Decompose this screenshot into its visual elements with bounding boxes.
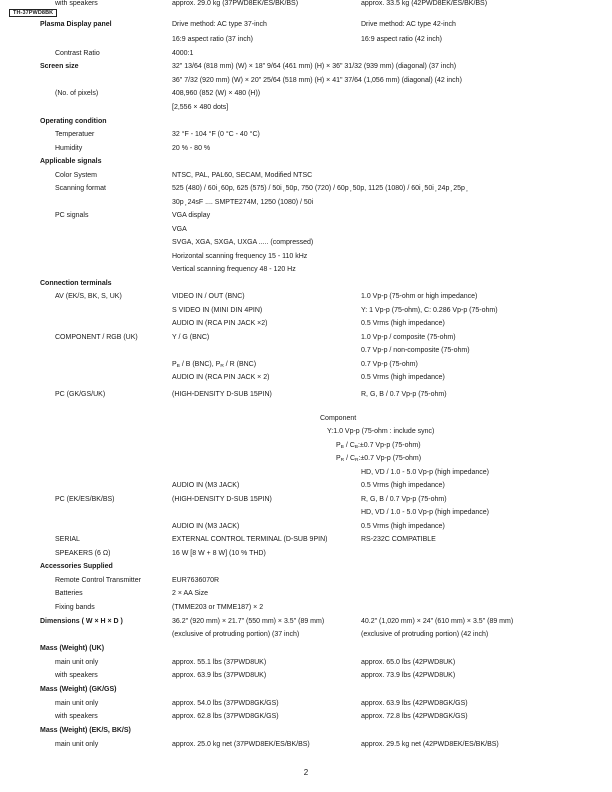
spec-value-42: (exclusive of protruding portion) (42 inch) <box>361 631 489 638</box>
spec-value-42: 1.0 Vp-p (75-ohm or high impedance) <box>361 293 478 300</box>
spec-value-component: $P_B$ / $C_B:\pm 0.7$ Vp-p (75-ohm) <box>336 442 421 450</box>
section-heading: Mass (Weight) (EK/S, BK/S) <box>40 727 131 734</box>
spec-value: VIDEO IN / OUT (BNC) <box>172 293 245 300</box>
spec-value: Drive method: AC type 37-inch <box>172 21 267 28</box>
spec-value: approx. 25.0 kg net (37PWD8EK/ES/BK/BS) <box>172 741 310 748</box>
spec-row <box>0 293 612 303</box>
spec-value: EXTERNAL CONTROL TERMINAL (D-SUB 9PIN) <box>172 536 328 543</box>
spec-label: AV (EK/S, BK, S, UK) <box>55 293 122 300</box>
spec-value-42: R, G, B / 0.7 Vp-p (75-ohm) <box>361 496 447 503</box>
spec-row <box>0 523 612 533</box>
spec-row <box>0 77 612 87</box>
model-tag: TH-37PWD8BK <box>9 9 57 17</box>
spec-label: main unit only <box>55 659 99 666</box>
spec-value-component: $P_R$ / $C_R:\pm 0.7$ Vp-p (75-ohm) <box>336 455 422 463</box>
spec-label: Color System <box>55 172 98 179</box>
spec-row <box>0 428 612 438</box>
spec-row <box>0 50 612 60</box>
spec-row <box>0 618 612 628</box>
spec-row <box>0 482 612 492</box>
section-heading: Applicable signals <box>40 158 102 165</box>
spec-value: (TMME203 or TMME187) × 2 <box>172 604 264 611</box>
spec-row <box>0 90 612 100</box>
spec-row <box>0 727 612 737</box>
spec-row <box>0 21 612 31</box>
spec-value-42: approx. 29.5 kg net (42PWD8EK/ES/BK/BS) <box>361 741 499 748</box>
spec-value-42: 0.5 Vrms (high impedance) <box>361 374 445 381</box>
spec-row <box>0 713 612 723</box>
spec-row <box>0 700 612 710</box>
spec-label: SERIAL <box>55 536 80 543</box>
spec-row <box>0 104 612 114</box>
spec-value-42: 0.7 Vp-p (75-ohm) <box>361 361 418 368</box>
spec-value: 4000:1 <box>172 50 194 57</box>
spec-row <box>0 374 612 384</box>
spec-row <box>0 320 612 330</box>
spec-label: Remote Control Transmitter <box>55 577 141 584</box>
spec-value: approx. 29.0 kg (37PWD8EK/ES/BK/BS) <box>172 0 299 7</box>
spec-value-42: HD, VD / 1.0 - 5.0 Vp-p (high impedance) <box>361 509 490 516</box>
spec-row <box>0 145 612 155</box>
spec-label: main unit only <box>55 700 99 707</box>
spec-label: Scanning format <box>55 185 106 192</box>
spec-row <box>0 158 612 168</box>
spec-row <box>0 307 612 317</box>
spec-value: 16:9 aspect ratio (37 inch) <box>172 36 253 43</box>
spec-value-42: 16:9 aspect ratio (42 inch) <box>361 36 442 43</box>
spec-row <box>0 550 612 560</box>
spec-value: 16 W [8 W + 8 W] (10 % THD) <box>172 550 266 557</box>
spec-row <box>0 455 612 465</box>
spec-label: PC (GK/GS/UK) <box>55 391 106 398</box>
spec-value-component: Y:1.0 Vp-p (75-ohm : include sync) <box>327 428 435 435</box>
spec-value: AUDIO IN (M3 JACK) <box>172 523 240 530</box>
spec-row <box>0 63 612 73</box>
spec-value-42: R, G, B / 0.7 Vp-p (75-ohm) <box>361 391 447 398</box>
spec-value: (HIGH-DENSITY D-SUB 15PIN) <box>172 391 272 398</box>
spec-label: PC (EK/ES/BK/BS) <box>55 496 115 503</box>
spec-value: 32 °F - 104 °F (0 °C - 40 °C) <box>172 131 260 138</box>
spec-value: [2,556 × 480 dots] <box>172 104 229 111</box>
spec-label: main unit only <box>55 741 99 748</box>
spec-value: approx. 54.0 lbs (37PWD8GK/GS) <box>172 700 279 707</box>
section-heading: Accessories Supplied <box>40 563 113 570</box>
spec-value-42: approx. 63.9 lbs (42PWD8GK/GS) <box>361 700 468 707</box>
spec-value-42: 0.5 Vrms (high impedance) <box>361 523 445 530</box>
spec-value-42: HD, VD / 1.0 - 5.0 Vp-p (high impedance) <box>361 469 490 476</box>
spec-value: approx. 63.9 lbs (37PWD8UK) <box>172 672 267 679</box>
spec-row <box>0 185 612 195</box>
spec-value: AUDIO IN (M3 JACK) <box>172 482 240 489</box>
spec-value-42: approx. 73.9 lbs (42PWD8UK) <box>361 672 456 679</box>
spec-row <box>0 415 612 425</box>
spec-row <box>0 741 612 751</box>
spec-row <box>0 631 612 641</box>
section-heading: Operating condition <box>40 118 107 125</box>
spec-row <box>0 266 612 276</box>
spec-label: SPEAKERS (6 Ω) <box>55 550 111 557</box>
spec-label: Fixing bands <box>55 604 95 611</box>
spec-label: with speakers <box>55 672 98 679</box>
spec-row <box>0 590 612 600</box>
spec-subheading: Component <box>320 415 357 422</box>
section-heading: Dimensions ( W × H × D ) <box>40 618 123 625</box>
spec-value-42: approx. 72.8 lbs (42PWD8GK/GS) <box>361 713 468 720</box>
spec-value-42: Drive method: AC type 42-inch <box>361 21 456 28</box>
spec-label: (No. of pixels) <box>55 90 99 97</box>
spec-value: 408,960 (852 (W) × 480 (H)) <box>172 90 261 97</box>
spec-value: 525 (480) / 60i ̧ 60p, 625 (575) / 50i ̧ 50p, 750 (720) / 60p ̧ 50p, 1125 (1080) / 60i ̧ 50i ̧ 24p ̧ 25p ̧ <box>172 185 467 192</box>
spec-row <box>0 604 612 614</box>
spec-value: NTSC, PAL, PAL60, SECAM, Modified NTSC <box>172 172 313 179</box>
spec-label: COMPONENT / RGB (UK) <box>55 334 138 341</box>
spec-row <box>0 645 612 655</box>
spec-value: $P_B$ / B (BNC), $P_R$ / R (BNC) <box>172 361 257 369</box>
spec-row <box>0 334 612 344</box>
spec-value: 30p ̧ 24sF .... SMPTE274M, 1250 (1080) / 50i <box>172 199 314 206</box>
spec-value-42: RS-232C COMPATIBLE <box>361 536 436 543</box>
spec-value: VGA <box>172 226 187 233</box>
spec-value-42: 0.7 Vp-p / non-composite (75-ohm) <box>361 347 470 354</box>
spec-row <box>0 131 612 141</box>
spec-value-42: approx. 33.5 kg (42PWD8EK/ES/BK/BS) <box>361 0 488 7</box>
spec-value-42: 0.5 Vrms (high impedance) <box>361 320 445 327</box>
section-heading: Connection terminals <box>40 280 112 287</box>
spec-label: with speakers <box>55 0 98 7</box>
spec-value: Horizontal scanning frequency 15 - 110 kHz <box>172 253 308 260</box>
spec-value: AUDIO IN (RCA PIN JACK ×2) <box>172 320 268 327</box>
spec-label: with speakers <box>55 713 98 720</box>
spec-row <box>0 686 612 696</box>
spec-value: VGA display <box>172 212 211 219</box>
spec-row <box>0 36 612 46</box>
spec-row <box>0 199 612 209</box>
spec-row <box>0 536 612 546</box>
spec-row <box>0 347 612 357</box>
spec-value: SVGA, XGA, SXGA, UXGA ..... (compressed) <box>172 239 314 246</box>
spec-row <box>0 253 612 263</box>
section-heading: Mass (Weight) (GK/GS) <box>40 686 117 693</box>
spec-value: 32" 13/64 (818 mm) (W) × 18" 9/64 (461 mm) (H) × 36" 31/32 (939 mm) (diagonal) (37 inch) <box>172 63 457 70</box>
spec-value-42: Y: 1 Vp-p (75-ohm), C: 0.286 Vp-p (75-ohm) <box>361 307 498 314</box>
spec-row <box>0 659 612 669</box>
spec-row <box>0 212 612 222</box>
spec-row <box>0 563 612 573</box>
spec-value: Vertical scanning frequency 48 - 120 Hz <box>172 266 296 273</box>
spec-value: approx. 55.1 lbs (37PWD8UK) <box>172 659 267 666</box>
spec-row <box>0 361 612 371</box>
section-heading: Screen size <box>40 63 79 70</box>
spec-label: Temperatuer <box>55 131 95 138</box>
page-number: 2 <box>303 768 309 777</box>
spec-row <box>0 577 612 587</box>
spec-value: approx. 62.8 lbs (37PWD8GK/GS) <box>172 713 279 720</box>
spec-row <box>0 118 612 128</box>
spec-row <box>0 442 612 452</box>
spec-value: 20 % - 80 % <box>172 145 211 152</box>
spec-row <box>0 239 612 249</box>
spec-label: PC signals <box>55 212 89 219</box>
spec-value-42: 0.5 Vrms (high impedance) <box>361 482 445 489</box>
spec-row <box>0 672 612 682</box>
spec-value: S VIDEO IN (MINI DIN 4PIN) <box>172 307 263 314</box>
spec-value: (HIGH-DENSITY D-SUB 15PIN) <box>172 496 272 503</box>
spec-label: Batteries <box>55 590 83 597</box>
spec-value-42: 40.2" (1,020 mm) × 24" (610 mm) × 3.5" (89 mm) <box>361 618 514 625</box>
spec-row <box>0 280 612 290</box>
spec-row <box>0 0 612 10</box>
spec-value: 36" 7/32 (920 mm) (W) × 20" 25/64 (518 mm) (H) × 41" 37/64 (1,056 mm) (diagonal) (42 inch) <box>172 77 462 84</box>
spec-row <box>0 509 612 519</box>
spec-row <box>0 226 612 236</box>
spec-value: 36.2" (920 mm) × 21.7" (550 mm) × 3.5" (89 mm) <box>172 618 325 625</box>
spec-row <box>0 172 612 182</box>
section-heading: Plasma Display panel <box>40 21 112 28</box>
spec-row <box>0 496 612 506</box>
spec-value-42: approx. 65.0 lbs (42PWD8UK) <box>361 659 456 666</box>
spec-row <box>0 391 612 401</box>
spec-value: (exclusive of protruding portion) (37 inch) <box>172 631 300 638</box>
spec-label: Contrast Ratio <box>55 50 100 57</box>
spec-value-42: 1.0 Vp-p / composite (75-ohm) <box>361 334 456 341</box>
spec-value: Y / G (BNC) <box>172 334 210 341</box>
spec-value: AUDIO IN (RCA PIN JACK × 2) <box>172 374 270 381</box>
section-heading: Mass (Weight) (UK) <box>40 645 105 652</box>
spec-value: 2 × AA Size <box>172 590 208 597</box>
spec-label: Humidity <box>55 145 83 152</box>
spec-row <box>0 469 612 479</box>
spec-value: EUR7636070R <box>172 577 220 584</box>
